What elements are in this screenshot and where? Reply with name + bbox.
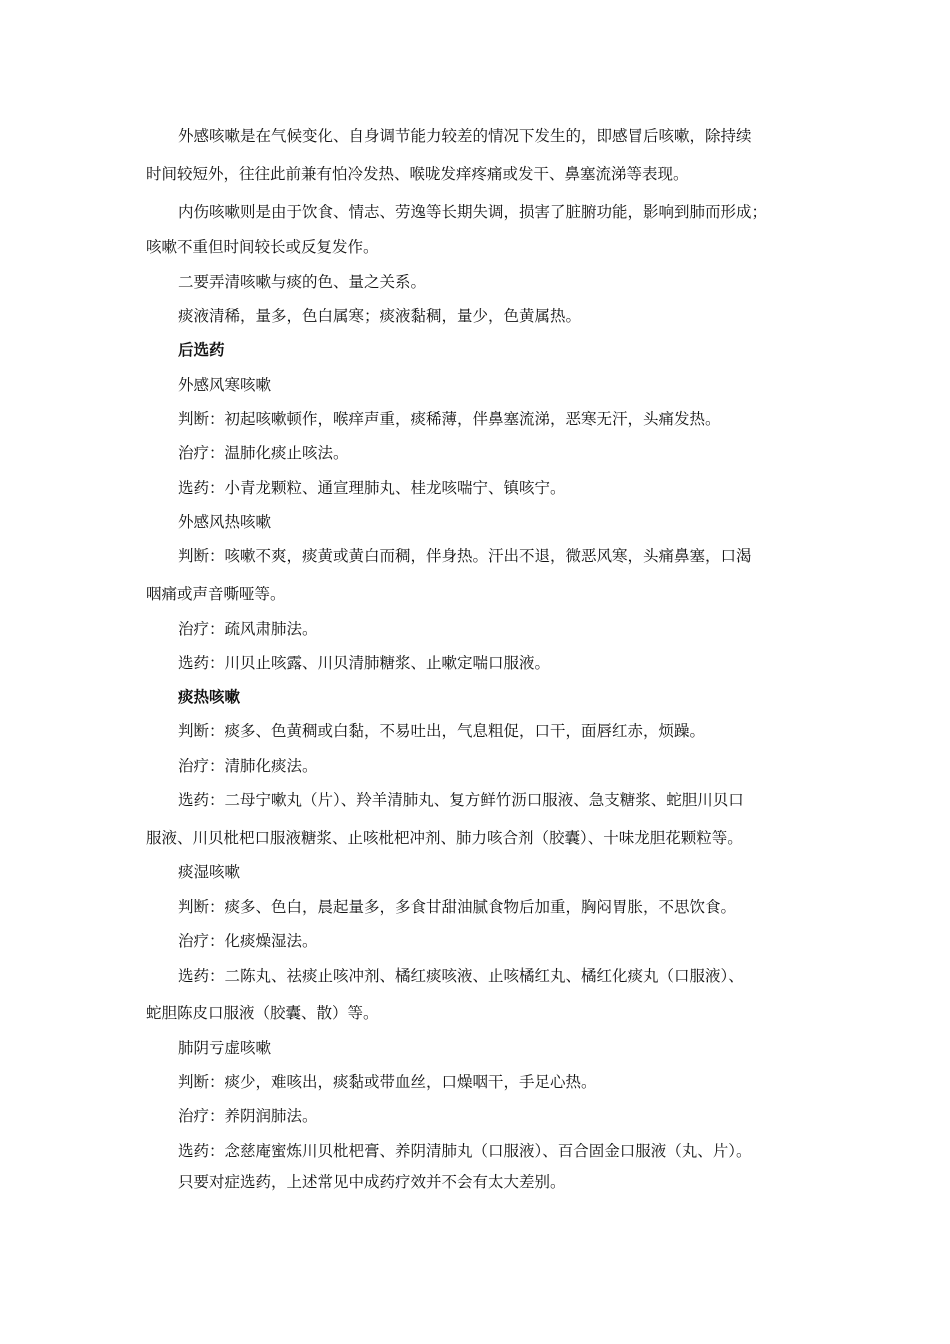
lung-yin-diagnosis: 判断：痰少，难咳出，痰黏或带血丝，口燥咽干，手足心热。 [178, 1073, 597, 1091]
phlegm-heat-diagnosis: 判断：痰多、色黄稠或白黏，不易吐出，气息粗促，口干，面唇红赤，烦躁。 [178, 722, 706, 740]
wind-heat-treatment: 治疗：疏风肃肺法。 [178, 620, 318, 638]
subheading-phlegm-damp-cough: 痰湿咳嗽 [178, 863, 241, 881]
paragraph-external-cough-line-2: 时间较短外，往往此前兼有怕冷发热、喉咙发痒疼痛或发干、鼻塞流涕等表现。 [146, 165, 689, 183]
wind-heat-medicine: 选药：川贝止咳露、川贝清肺糖浆、止嗽定喘口服液。 [178, 654, 551, 672]
paragraph-phlegm-color: 痰液清稀，量多，色白属寒；痰液黏稠，量少，色黄属热。 [178, 307, 582, 325]
paragraph-external-cough-line-1: 外感咳嗽是在气候变化、自身调节能力较差的情况下发生的，即感冒后咳嗽，除持续 [178, 127, 752, 145]
phlegm-heat-medicine-line-1: 选药：二母宁嗽丸（片）、羚羊清肺丸、复方鲜竹沥口服液、急支糖浆、蛇胆川贝口 [178, 791, 744, 809]
subheading-phlegm-heat-cough: 痰热咳嗽 [178, 688, 241, 706]
paragraph-phlegm-relation: 二要弄清咳嗽与痰的色、量之关系。 [178, 273, 427, 291]
wind-heat-diagnosis-line-2: 咽痛或声音嘶哑等。 [146, 585, 286, 603]
subheading-wind-heat-cough: 外感风热咳嗽 [178, 513, 272, 531]
wind-cold-diagnosis: 判断：初起咳嗽顿作，喉痒声重，痰稀薄，伴鼻塞流涕，恶寒无汗，头痛发热。 [178, 410, 721, 428]
phlegm-damp-treatment: 治疗：化痰燥湿法。 [178, 932, 318, 950]
phlegm-heat-medicine-line-2: 服液、川贝枇杷口服液糖浆、止咳枇杷冲剂、肺力咳合剂（胶囊）、十味龙胆花颗粒等。 [146, 829, 743, 847]
wind-cold-treatment: 治疗：温肺化痰止咳法。 [178, 444, 349, 462]
subheading-wind-cold-cough: 外感风寒咳嗽 [178, 376, 272, 394]
phlegm-damp-medicine-line-1: 选药：二陈丸、祛痰止咳冲剂、橘红痰咳液、止咳橘红丸、橘红化痰丸（口服液）、 [178, 967, 744, 985]
lung-yin-medicine: 选药：念慈庵蜜炼川贝枇杷膏、养阴清肺丸（口服液）、百合固金口服液（丸、片）。 [178, 1142, 752, 1160]
lung-yin-treatment: 治疗：养阴润肺法。 [178, 1107, 318, 1125]
wind-heat-diagnosis-line-1: 判断：咳嗽不爽，痰黄或黄白而稠，伴身热。汗出不退，微恶风寒，头痛鼻塞，口渴 [178, 547, 752, 565]
closing-remark: 只要对症选药，上述常见中成药疗效并不会有太大差别。 [178, 1173, 566, 1191]
paragraph-internal-cough-line-2: 咳嗽不重但时间较长或反复发作。 [146, 238, 379, 256]
phlegm-heat-treatment: 治疗：清肺化痰法。 [178, 757, 318, 775]
wind-cold-medicine: 选药：小青龙颗粒、通宣理肺丸、桂龙咳喘宁、镇咳宁。 [178, 479, 566, 497]
subheading-lung-yin-deficiency-cough: 肺阴亏虚咳嗽 [178, 1039, 272, 1057]
phlegm-damp-medicine-line-2: 蛇胆陈皮口服液（胶囊、散）等。 [146, 1004, 379, 1022]
paragraph-internal-cough-line-1: 内伤咳嗽则是由于饮食、情志、劳逸等长期失调，损害了脏腑功能，影响到肺而形成； [178, 203, 768, 221]
phlegm-damp-diagnosis: 判断：痰多、色白，晨起量多，多食甘甜油腻食物后加重，胸闷胃胀，不思饮食。 [178, 898, 737, 916]
section-heading-select-medicine: 后选药 [178, 341, 225, 359]
